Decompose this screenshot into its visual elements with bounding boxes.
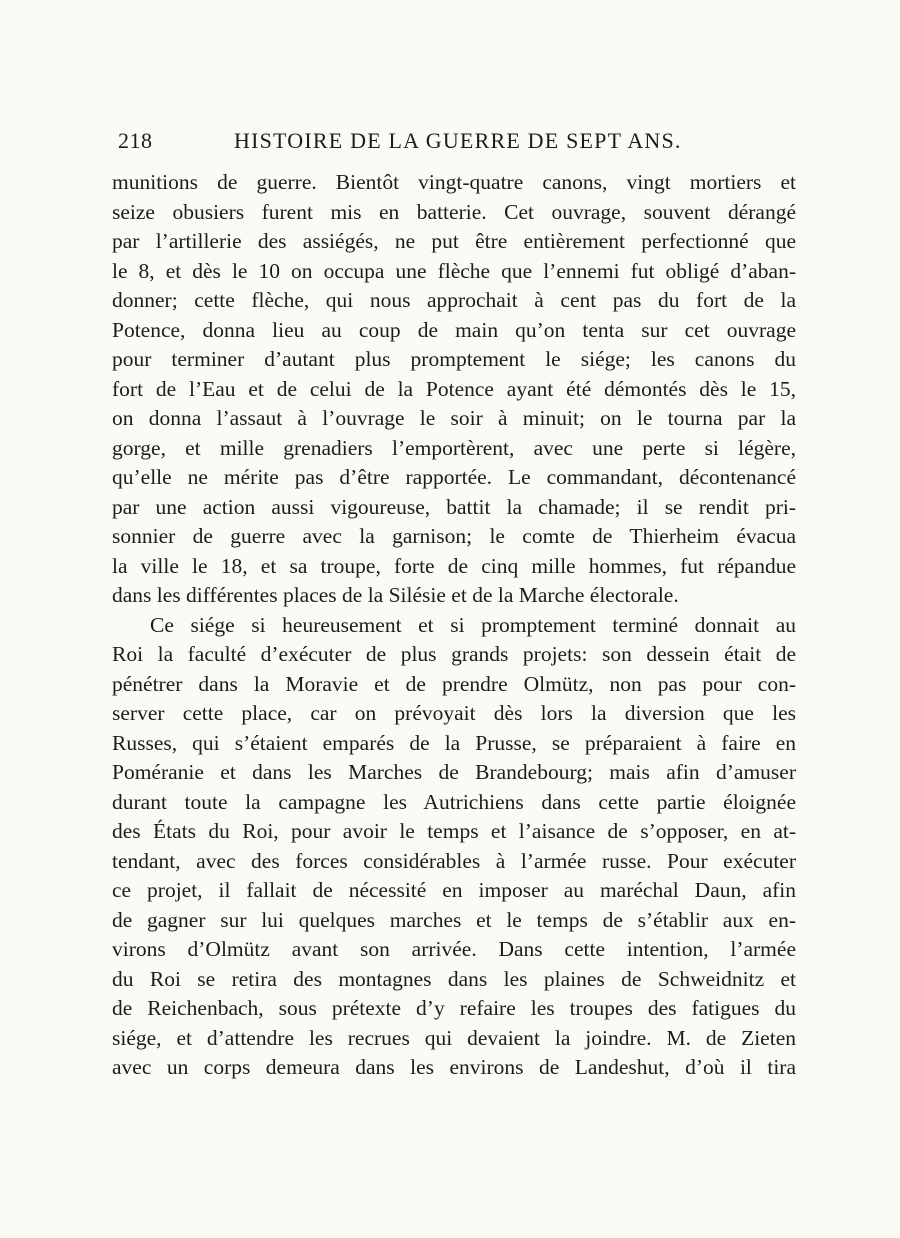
- text-line: server cette place, car on prévoyait dès lors la diversion que les: [112, 701, 796, 725]
- paragraph-1: [112, 168, 796, 611]
- text-line: pénétrer dans la Moravie et de prendre Olmütz, non pas pour con-: [112, 671, 796, 696]
- text-line: Poméranie et dans les Marches de Brandebourg; mais afin d’amuser: [112, 760, 796, 784]
- text-line: Potence, donna lieu au coup de main qu’on tenta sur cet ouvrage: [112, 317, 796, 342]
- text-line: donner; cette flèche, qui nous approchait à cent pas du fort de la: [112, 288, 796, 312]
- body-text: [112, 168, 796, 1083]
- text-line: du Roi se retira des montagnes dans les plaines de Schweidnitz et: [112, 966, 796, 991]
- running-head: [118, 128, 806, 162]
- text-line: tendant, avec des forces considérables à l’armée russe. Pour exécuter: [112, 848, 796, 873]
- text-line: de gagner sur lui quelques marches et le temps de s’établir aux en-: [112, 907, 796, 932]
- text-line: munitions de guerre. Bientôt vingt-quatre canons, vingt mortiers et: [112, 170, 796, 194]
- text-line: pour terminer d’autant plus promptement le siége; les canons du: [112, 347, 796, 371]
- text-line: on donna l’assaut à l’ouvrage le soir à minuit; on le tourna par la: [112, 406, 796, 430]
- text-line: fort de l’Eau et de celui de la Potence ayant été démontés dès le 15,: [112, 376, 796, 401]
- text-line: sonnier de guerre avec la garnison; le comte de Thierheim évacua: [112, 524, 796, 548]
- text-line: le 8, et dès le 10 on occupa une flèche que l’ennemi fut obligé d’aban-: [112, 258, 796, 283]
- text-line: siége, et d’attendre les recrues qui devaient la joindre. M. de Zieten: [112, 1025, 796, 1050]
- text-line: qu’elle ne mérite pas d’être rapportée. Le commandant, décontenancé: [112, 465, 796, 489]
- text-line: Ce siége si heureusement et si promptement terminé donnait au: [150, 612, 796, 637]
- page-number: 218: [118, 128, 153, 153]
- running-title: HISTOIRE DE LA GUERRE DE SEPT ANS.: [234, 128, 682, 153]
- text-line: Roi la faculté d’exécuter de plus grands projets: son dessein était de: [112, 642, 796, 666]
- text-line: avec un corps demeura dans les environs de Landeshut, d’où il tira: [112, 1055, 796, 1079]
- text-line: des États du Roi, pour avoir le temps et l’aisance de s’opposer, en at-: [112, 819, 796, 843]
- text-line: gorge, et mille grenadiers l’emportèrent, avec une perte si légère,: [112, 435, 796, 460]
- text-line: dans les différentes places de la Silésie et de la Marche électorale.: [112, 583, 679, 607]
- text-line: la ville le 18, et sa troupe, forte de cinq mille hommes, fut répandue: [112, 553, 796, 578]
- text-line: de Reichenbach, sous prétexte d’y refaire les troupes des fatigues du: [112, 996, 796, 1020]
- text-line: Russes, qui s’étaient emparés de la Prusse, se préparaient à faire en: [112, 730, 796, 755]
- text-line: par une action aussi vigoureuse, battit la chamade; il se rendit pri-: [112, 494, 796, 519]
- text-line: par l’artillerie des assiégés, ne put être entièrement perfectionné que: [112, 229, 796, 253]
- text-line: durant toute la campagne les Autrichiens dans cette partie éloignée: [112, 789, 796, 814]
- paragraph-2: [112, 611, 796, 1083]
- text-line: ce projet, il fallait de nécessité en imposer au maréchal Daun, afin: [112, 878, 796, 902]
- text-line: seize obusiers furent mis en batterie. Cet ouvrage, souvent dérangé: [112, 199, 796, 224]
- text-line: virons d’Olmütz avant son arrivée. Dans cette intention, l’armée: [112, 937, 796, 961]
